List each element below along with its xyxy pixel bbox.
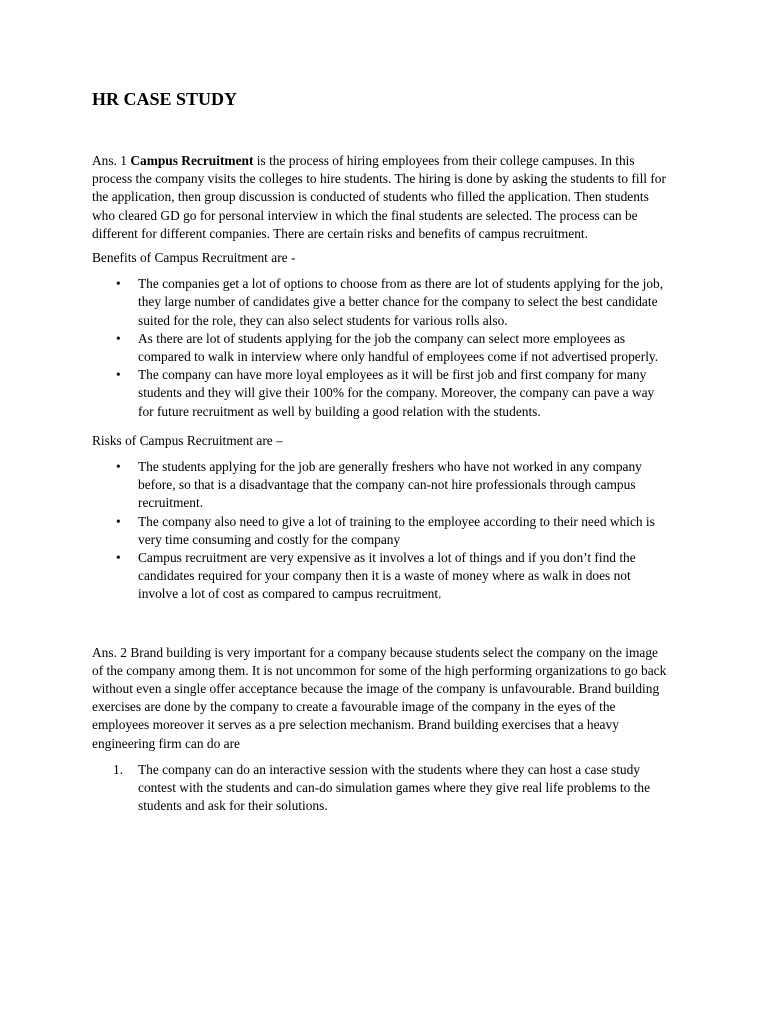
- list-item: [92, 330, 672, 366]
- bullet-icon: •: [116, 330, 121, 346]
- list-item: [92, 458, 672, 513]
- benefit-text: As there are lot of students applying for the job the company can select more employees as compared to walk in interview where only handful of employees come if not advertised properly.: [138, 330, 659, 365]
- brand-building-text: The company can do an interactive session with the students where they can host a case study contest with the students and can-do simulation games where they give real life problems to the students and ask for their solutions.: [138, 761, 651, 814]
- list-item: [92, 366, 672, 421]
- bullet-icon: •: [116, 367, 121, 383]
- benefit-text: The companies get a lot of options to choose from as there are lot of students applying for the job, they large number of candidates give a better chance for the company to select the best candidate suited for the role, they can also select students for various rolls also.: [138, 276, 664, 328]
- answer-1-prefix: Ans. 1: [92, 153, 131, 168]
- bullet-icon: •: [116, 276, 121, 292]
- list-item: [92, 761, 672, 816]
- risks-heading: Risks of Campus Recruitment are –: [92, 432, 283, 448]
- brand-building-list: [92, 761, 672, 816]
- bullet-icon: •: [116, 459, 121, 475]
- benefit-text: The company can have more loyal employees as it will be first job and first company for many students and they will give their 100% for the company. Moreover, the company can pave a way for future recruitment as well by building a good relation with the students.: [138, 367, 655, 419]
- bullet-icon: •: [116, 513, 121, 529]
- document-title: HR CASE STUDY: [92, 89, 238, 109]
- risk-text: The students applying for the job are generally freshers who have not worked in any company before, so that is a disadvantage that the company can-not hire professionals through campus recruitment.: [138, 459, 642, 511]
- answer-2-paragraph: Ans. 2 Brand building is very important for a company because students select the company on the image of the company among them. It is not uncommon for some of the high performing organizations to go back without even a single offer acceptance because the image of the company is unfavourable. Brand building exercises are done by the company to create a favourable image of the company in the eyes of the employees moreover it serves as a pre selection mechanism. Brand building exercises that a heavy engineering firm can do are: [92, 644, 667, 751]
- benefits-heading: Benefits of Campus Recruitment are -: [92, 250, 296, 266]
- bullet-icon: •: [116, 550, 121, 566]
- campus-recruitment-term: Campus Recruitment: [130, 153, 254, 168]
- risk-text: Campus recruitment are very expensive as it involves a lot of things and if you don’t find the candidates required for your company then it is a waste of money where as walk in does not involve a lot of cost as compared to campus recruitment.: [138, 550, 636, 602]
- list-number: 1.: [113, 761, 124, 777]
- list-item: [92, 275, 672, 330]
- benefits-list: [92, 275, 672, 421]
- answer-1-text: is the process of hiring employees from their college campuses. In this process the company visits the colleges to hire students. The hiring is done by asking the students to fill for the application, then group discussion is conducted of students who filled the application. Then students who cleared GD go for personal interview in which the final students are selected. The process can be different for different companies. There are certain risks and benefits of campus recruitment.: [92, 153, 666, 241]
- risks-list: [92, 458, 672, 604]
- list-item: [92, 513, 672, 549]
- risk-text: The company also need to give a lot of training to the employee according to their need which is very time consuming and costly for the company: [138, 513, 655, 547]
- answer-1-paragraph: [92, 152, 672, 243]
- list-item: [92, 549, 672, 604]
